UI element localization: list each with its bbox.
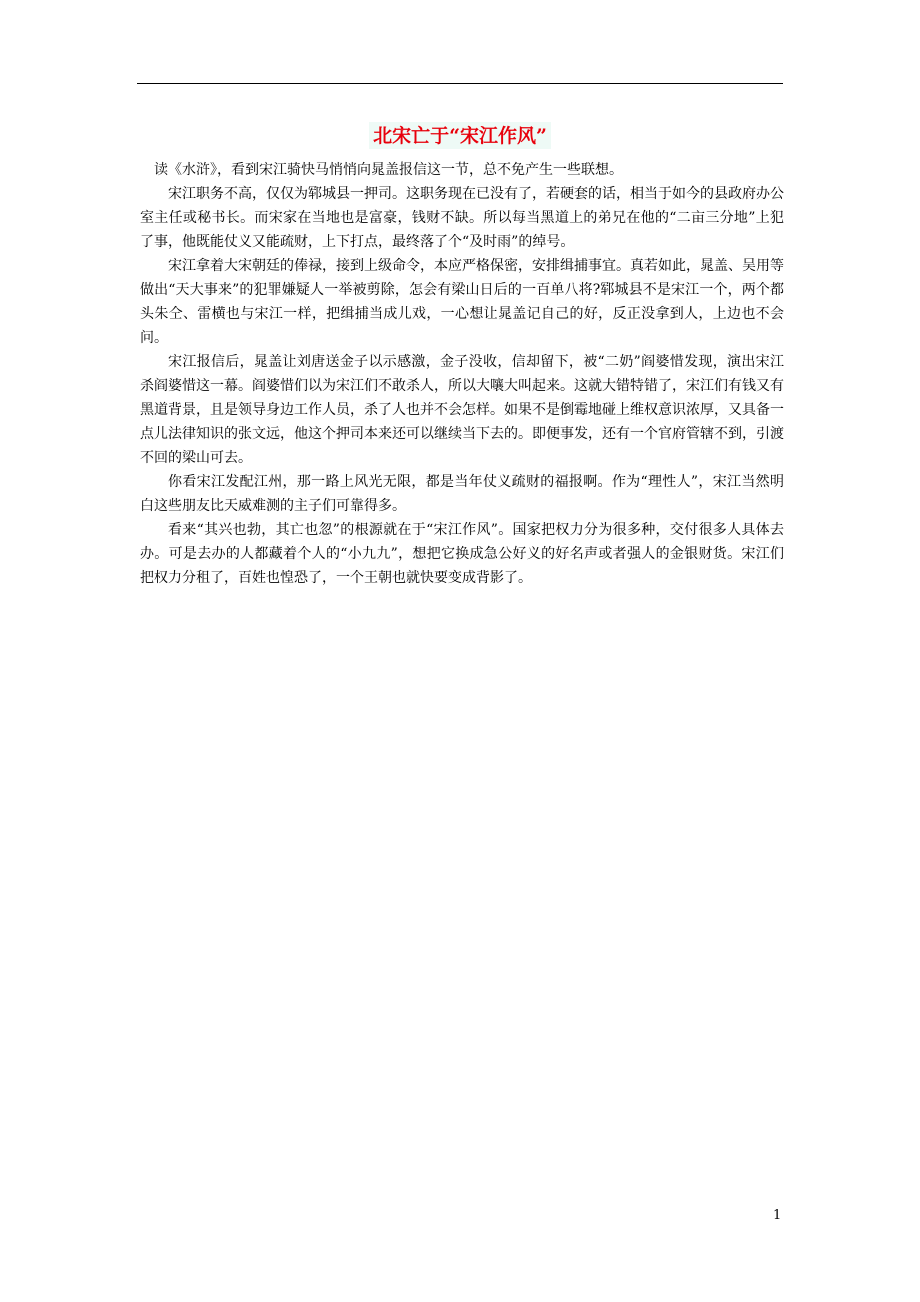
title-area: [0, 122, 920, 149]
article-title: 北宋亡于“宋江作风”: [369, 122, 551, 149]
paragraph-intro: 读《水浒》，看到宋江骑快马悄悄向晁盖报信这一节，总不免产生一些联想。: [154, 162, 623, 178]
paragraph-4: 宋江报信后，晁盖让刘唐送金子以示感激，金子没收，信却留下，被“二奶”阎婆惜发现，演出宋江杀阎婆惜这一幕。阎婆惜们以为宋江们不敢杀人，所以大嚷大叫起来。这就大错特错了，宋江们有钱又有黑道背景，且是领导身边工作人员，杀了人也并不会怎样。如果不是倒霉地碰上维权意识浓厚，又具备一点儿法律知识的张文远，他这个押司本来还可以继续当下去的。即便事发，还有一个官府管辖不到，引渡不回的梁山可去。: [140, 354, 784, 466]
header-rule: [137, 83, 783, 84]
paragraph-6: 看来“其兴也勃，其亡也忽”的根源就在于“宋江作风”。国家把权力分为很多种，交付很多人具体去办。可是去办的人都藏着个人的“小九九”，想把它换成急公好义的好名声或者强人的金银财货。宋江们把权力分租了，百姓也惶恐了，一个王朝也就快要变成背影了。: [140, 522, 784, 586]
page-number: 1: [773, 1208, 782, 1223]
paragraph-3: 宋江拿着大宋朝廷的俸禄，接到上级命令，本应严格保密，安排缉捕事宜。真若如此，晁盖、吴用等做出“天大事来”的犯罪嫌疑人一举被剪除，怎会有梁山日后的一百单八将?郓城县不是宋江一个，两个都头朱仝、雷横也与宋江一样，把缉捕当成儿戏，一心想让晁盖记自己的好，反正没拿到人，上边也不会问。: [140, 258, 784, 346]
paragraph-2: 宋江职务不高，仅仅为郓城县一押司。这职务现在已没有了，若硬套的话，相当于如今的县政府办公室主任或秘书长。而宋家在当地也是富豪，钱财不缺。所以每当黑道上的弟兄在他的“二亩三分地”上犯了事，他既能仗义又能疏财，上下打点，最终落了个“及时雨”的绰号。: [140, 186, 784, 250]
paragraph-5: 你看宋江发配江州，那一路上风光无限，都是当年仗义疏财的福报啊。作为“理性人”，宋江当然明白这些朋友比天威难测的主子们可靠得多。: [140, 474, 784, 514]
article-body: [140, 158, 784, 590]
